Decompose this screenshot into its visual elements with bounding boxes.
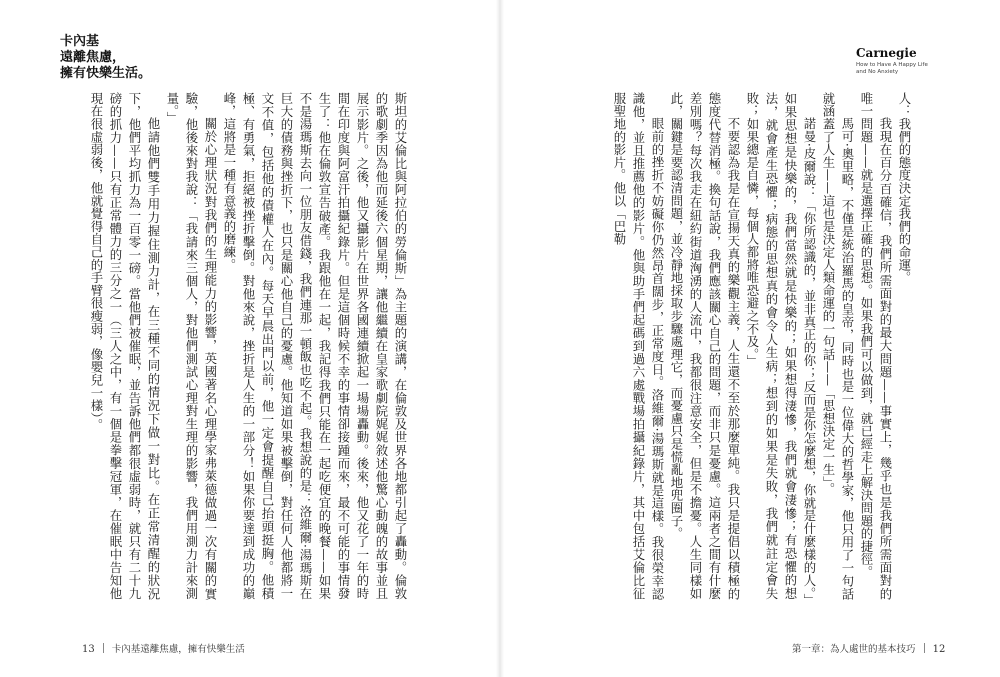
right-page-footer — [792, 641, 945, 655]
body-paragraph: 關於心理狀況對我們的生理能力的影響，英國著名心理學家弗萊德做過一次有關的實驗，他後來對我說：「我請來三個人，對他們測試心理對生理的影響，我們用測力計來測量。」 — [165, 92, 218, 600]
left-page-body-text — [84, 92, 410, 600]
body-paragraph: 諾曼·皮爾說：「你所認識的，並非真正的你；反而是你怎麼想，你就是什麼樣的人。」如果思想是快樂的，我們當然就是快樂的；如果想得淒慘，我們就會淒慘；有恐懼的想法，就會產生恐懼；病態的思想真的會令人生病；想到的如果是失敗，我們就註定會失敗；如果總是自憐，每個人都將唯恐避之不及。」 — [745, 92, 817, 600]
body-paragraph: 我現在百分百確信，我們所需面對的最大問題——事實上，幾乎也是我們所需面對的唯一問題——就是選擇正確的思想。如果我們可以做到，就已經走上解決問題的捷徑。 — [859, 92, 893, 600]
body-paragraph: 眼前的挫折不妨礙你仍然昂首闊步，正常度日。洛維爾·湯瑪斯就是這樣。我很榮幸認識他，並且推薦他的影片。他與助手們起碼到過六處戰場拍攝紀錄片，其中包括艾倫比征服聖地的影片。他以「巴勒 — [612, 92, 665, 600]
page-number: 12 — [932, 644, 946, 655]
left-page-header — [60, 34, 151, 82]
header-line: 擁有快樂生活。 — [60, 66, 152, 81]
body-paragraph: 他請他們雙手用力握住測力計，在三種不同的情況下做一對比。在正常清醒的狀況下，他們平均抓力為一百零一磅。當他們被催眠，並告訴他們都很虛弱時，就只有二十九磅的抓力——只有正常體力的三分之一（三人之中，有一個是拳擊冠軍，在催眠中告知他現在很虛弱後，他就覺得自己的手臂很瘦弱，像嬰兒一樣）。 — [89, 92, 161, 600]
header-line: 卡內基 — [60, 34, 100, 49]
body-paragraph: 不要認為我是在宣揚天真的樂觀主義，人生還不至於那麼單純。我只是提倡以積極的態度代替消極。換句話說，我們應該關心自己的問題，而非只是憂慮。這兩者之間有什麼差別嗎？每次我走在紐約街道洶湧的人流中，我都很注意安全，但是不擔憂。人生同樣如此，關鍵是要認清問題，並冷靜地採取步驟處理它，而憂慮只是慌亂地兜圈子。 — [669, 92, 741, 600]
footer-chapter-title: 第一章：為人處世的基本技巧 — [792, 644, 916, 655]
body-paragraph: 人：我們的態度決定我們的命運。 — [897, 92, 912, 284]
page-number: 13 — [82, 644, 95, 655]
header-line: 遠離焦慮， — [60, 50, 126, 65]
subtitle-line: and No Anxiety — [856, 69, 899, 75]
header-english-title: Carnegie — [856, 46, 917, 60]
footer-book-title: 卡內基遠離焦慮，擁有快樂生活 — [111, 644, 245, 655]
footer-divider — [103, 643, 104, 653]
right-page-header — [856, 46, 956, 76]
footer-divider — [924, 643, 925, 653]
body-paragraph: 馬可·奧里略，不僅是統治羅馬的皇帝，同時也是一位偉大的哲學家，他只用了一句話就涵蓋了人生——這也是決定人類命運的一句話——「思想決定一生」。 — [821, 92, 855, 600]
right-page-body-text — [586, 92, 914, 600]
subtitle-line: How to Have A Happy Life — [856, 62, 928, 68]
left-page-footer — [82, 641, 245, 655]
body-paragraph: 斯坦的艾倫比與阿拉伯的勞倫斯」為主題的演講，在倫敦及世界各地都引起了轟動。倫敦的歌劇季因為他而延後六個星期，讓他繼續在皇家歌劇院娓娓敘述他驚心動魄的故事並且展示影片。之後，他又攝影片在世界各國連續掀起一場場轟動。後來，他又花了一年的時間在印度與阿富汗拍攝紀錄片。但是這個時候不幸的事情卻接踵而來，最不可能的事情發生了：他在倫敦宣告破產。我跟他在一起，我記得我們只能在一起吃便宜的晚餐——如果不是湯瑪斯去向一位朋友借錢，我們連那一頓飯也吃不起。我想說的是：洛維爾·湯瑪斯在巨大的債務與挫折下，也只是關心他自己的憂慮。他知道如果被擊倒，對任何人他都將一文不值，包括他的債權人在內。每天早晨出門以前，他一定會提醒自己抬頭挺胸。他積極、有勇氣，拒絕被挫折擊倒。對他來說，挫折是人生的一部分！如果你要達到成功的巔峰，這將是一種有意義的磨練。 — [222, 92, 408, 600]
header-english-subtitle — [856, 62, 956, 76]
